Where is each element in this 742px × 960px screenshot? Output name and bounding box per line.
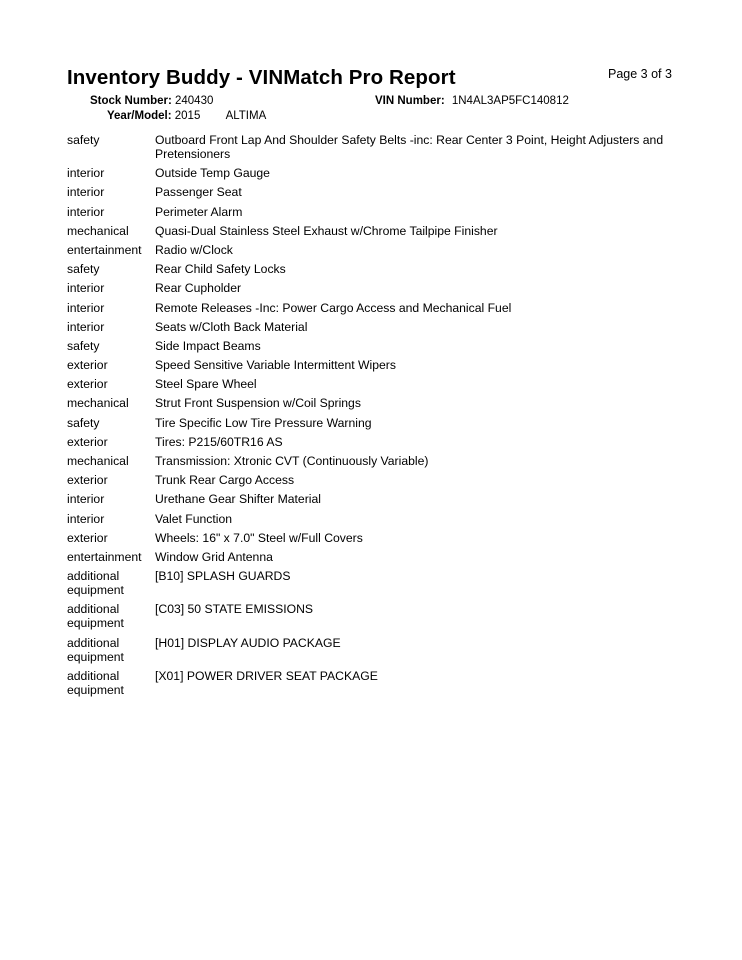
item-description: Wheels: 16" x 7.0" Steel w/Full Covers [155,530,363,545]
item-category: safety [67,338,100,353]
list-item [67,550,677,564]
item-description: Window Grid Antenna [155,549,273,564]
list-item [67,396,677,410]
stock-number-field [90,95,213,107]
list-item [67,569,677,597]
list-item [67,669,677,697]
list-item [67,435,677,449]
item-category: mechanical [67,454,129,468]
equipment-list [67,133,677,702]
item-category: entertainment [67,549,142,564]
item-category: interior [67,492,105,507]
vin-number-value: 1N4AL3AP5FC140812 [451,95,569,107]
list-item [67,454,677,468]
list-item [67,243,677,257]
list-item [67,358,677,372]
item-category: interior [67,166,105,181]
item-description: [H01] DISPLAY AUDIO PACKAGE [155,635,341,650]
item-description: Trunk Rear Cargo Access [155,473,295,488]
item-description: Urethane Gear Shifter Material [155,492,321,507]
item-category: safety [67,133,100,147]
vin-number-field [375,95,569,107]
item-category: safety [67,415,100,430]
item-description: Radio w/Clock [155,242,233,257]
item-category: interior [67,204,105,219]
item-description: Remote Releases -Inc: Power Cargo Access and Mechanical Fuel [155,300,512,315]
item-description: Tire Specific Low Tire Pressure Warning [155,415,372,430]
item-category: interior [67,185,105,200]
vin-number-label: VIN Number: [375,95,445,107]
year-model-label: Year/Model: [107,110,172,122]
item-category: entertainment [67,242,142,257]
list-item [67,531,677,545]
report-title: Inventory Buddy - VINMatch Pro Report [67,66,456,89]
year-model-field [107,110,266,122]
year-value: 2015 [174,110,201,122]
stock-number-value: 240430 [175,95,214,107]
item-category: additional equipment [67,569,124,598]
list-item [67,602,677,630]
list-item [67,185,677,199]
item-category: interior [67,319,105,334]
item-description: Side Impact Beams [155,338,261,353]
item-description: Rear Cupholder [155,281,242,296]
list-item [67,133,677,161]
list-item [67,473,677,487]
list-item [67,416,677,430]
item-category: interior [67,281,105,296]
item-description: [C03] 50 STATE EMISSIONS [155,602,314,617]
item-category: exterior [67,377,108,392]
list-item [67,492,677,506]
item-category: safety [67,262,100,277]
item-description: Steel Spare Wheel [155,377,257,392]
list-item [67,205,677,219]
list-item [67,636,677,664]
item-description: Speed Sensitive Variable Intermittent Wipers [155,358,396,373]
item-category: mechanical [67,396,129,411]
item-category: additional equipment [67,635,124,664]
item-description: Quasi-Dual Stainless Steel Exhaust w/Chrome Tailpipe Finisher [155,223,498,238]
item-category: interior [67,511,105,526]
item-description: Outside Temp Gauge [155,166,270,181]
item-description: Valet Function [155,511,233,526]
item-category: additional equipment [67,668,124,697]
item-category: interior [67,300,105,315]
item-category: exterior [67,358,108,373]
list-item [67,262,677,276]
item-description: Outboard Front Lap And Shoulder Safety Belts -inc: Rear Center 3 Point, Height Adjusters and Pretensioners [155,133,664,161]
list-item [67,301,677,315]
list-item [67,166,677,180]
item-description: Seats w/Cloth Back Material [155,319,308,334]
item-category: exterior [67,434,108,449]
item-description: [X01] POWER DRIVER SEAT PACKAGE [155,668,378,683]
page-number: Page 3 of 3 [608,67,672,81]
list-item [67,512,677,526]
item-category: additional equipment [67,602,124,631]
item-description: [B10] SPLASH GUARDS [155,569,291,584]
list-item [67,339,677,353]
list-item [67,281,677,295]
item-description: Perimeter Alarm [155,204,243,219]
item-description: Rear Child Safety Locks [155,262,286,277]
item-description: Strut Front Suspension w/Coil Springs [155,396,361,411]
model-value: ALTIMA [225,110,267,122]
list-item [67,224,677,238]
list-item [67,377,677,391]
item-category: exterior [67,530,108,545]
stock-number-label: Stock Number: [90,95,172,107]
item-description: Tires: P215/60TR16 AS [155,434,283,449]
item-description: Passenger Seat [155,185,242,200]
item-description: Transmission: Xtronic CVT (Continuously Variable) [155,454,429,468]
item-category: exterior [67,473,108,488]
list-item [67,320,677,334]
item-category: mechanical [67,223,129,238]
